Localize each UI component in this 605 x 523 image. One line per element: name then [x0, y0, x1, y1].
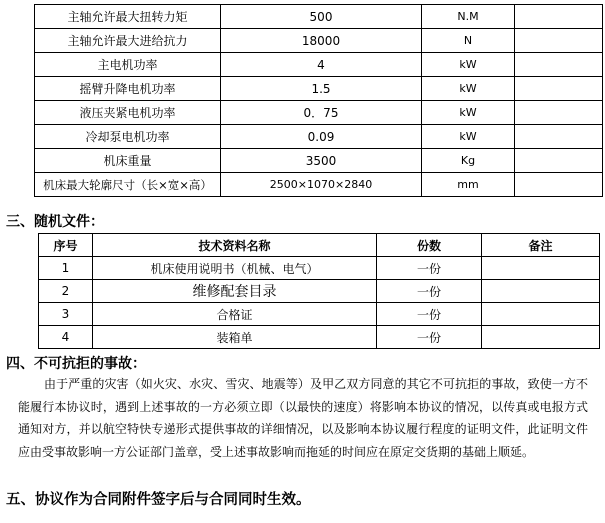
section-3-heading: 三、随机文件：	[6, 214, 104, 230]
doc-qty: 一份	[377, 280, 482, 303]
spec-name: 主电机功率	[35, 53, 221, 77]
doc-remark	[482, 303, 600, 326]
spec-name: 主轴允许最大进给抗力	[35, 29, 221, 53]
table-row	[35, 125, 603, 149]
spec-note	[515, 101, 603, 125]
spec-note	[515, 29, 603, 53]
doc-qty: 一份	[377, 257, 482, 280]
spec-note	[515, 5, 603, 29]
doc-qty: 一份	[377, 303, 482, 326]
table-header-row	[39, 234, 600, 257]
section-4-heading: 四、不可抗拒的事故：	[6, 356, 146, 372]
spec-unit: kW	[422, 125, 515, 149]
spec-unit: N.M	[422, 5, 515, 29]
spec-value: 3500	[221, 149, 422, 173]
spec-value: 2500×1070×2840	[221, 173, 422, 197]
doc-no: 4	[39, 326, 93, 349]
doc-name: 装箱单	[93, 326, 377, 349]
doc-no: 3	[39, 303, 93, 326]
table-row	[35, 53, 603, 77]
spec-note	[515, 149, 603, 173]
table-row	[35, 101, 603, 125]
spec-unit: N	[422, 29, 515, 53]
header-name: 技术资料名称	[93, 234, 377, 257]
table-row	[39, 303, 600, 326]
spec-unit: kW	[422, 53, 515, 77]
header-qty: 份数	[377, 234, 482, 257]
spec-note	[515, 77, 603, 101]
doc-name: 维修配套目录	[93, 280, 377, 303]
force-majeure-paragraph: 由于严重的灾害（如火灾、水灾、雪灾、地震等）及甲乙双方同意的其它不可抗拒的事故，致使一方不能履行本协议时，遇到上述事故的一方必须立即（以最快的速度）将影响本协议的情况，以传真或电报方式通知对方，并以航空特快专递形式提供事故的详细情况，以及影响本协议履行程度的证明文件，此证明文件应由受事故影响一方公证部门盖章，受上述事故影响而拖延的时间应在原定交货期的基础上顺延。	[18, 377, 588, 459]
spec-value: 0．75	[221, 101, 422, 125]
spec-unit: kW	[422, 77, 515, 101]
table-row	[35, 173, 603, 197]
table-row	[39, 326, 600, 349]
table-row	[35, 149, 603, 173]
table-row	[39, 280, 600, 303]
header-no: 序号	[39, 234, 93, 257]
spec-note	[515, 125, 603, 149]
header-remark: 备注	[482, 234, 600, 257]
spec-note	[515, 173, 603, 197]
spec-name: 液压夹紧电机功率	[35, 101, 221, 125]
doc-name: 合格证	[93, 303, 377, 326]
spec-table	[34, 4, 603, 197]
table-row	[35, 29, 603, 53]
spec-name: 摇臂升降电机功率	[35, 77, 221, 101]
doc-remark	[482, 257, 600, 280]
doc-no: 2	[39, 280, 93, 303]
doc-remark	[482, 326, 600, 349]
doc-name: 机床使用说明书（机械、电气）	[93, 257, 377, 280]
table-row	[35, 5, 603, 29]
spec-value: 500	[221, 5, 422, 29]
table-row	[39, 257, 600, 280]
spec-name: 机床重量	[35, 149, 221, 173]
spec-value: 4	[221, 53, 422, 77]
doc-no: 1	[39, 257, 93, 280]
section-5-heading: 五、协议作为合同附件签字后与合同同时生效。	[6, 491, 311, 508]
table-row	[35, 77, 603, 101]
spec-value: 18000	[221, 29, 422, 53]
documents-table	[38, 233, 600, 349]
spec-unit: Kg	[422, 149, 515, 173]
doc-remark	[482, 280, 600, 303]
spec-name: 冷却泵电机功率	[35, 125, 221, 149]
doc-qty: 一份	[377, 326, 482, 349]
spec-value: 0.09	[221, 125, 422, 149]
spec-unit: kW	[422, 101, 515, 125]
spec-note	[515, 53, 603, 77]
spec-unit: mm	[422, 173, 515, 197]
spec-name: 机床最大轮廓尺寸（长×宽×高）	[35, 173, 221, 197]
spec-name: 主轴允许最大扭转力矩	[35, 5, 221, 29]
spec-value: 1.5	[221, 77, 422, 101]
